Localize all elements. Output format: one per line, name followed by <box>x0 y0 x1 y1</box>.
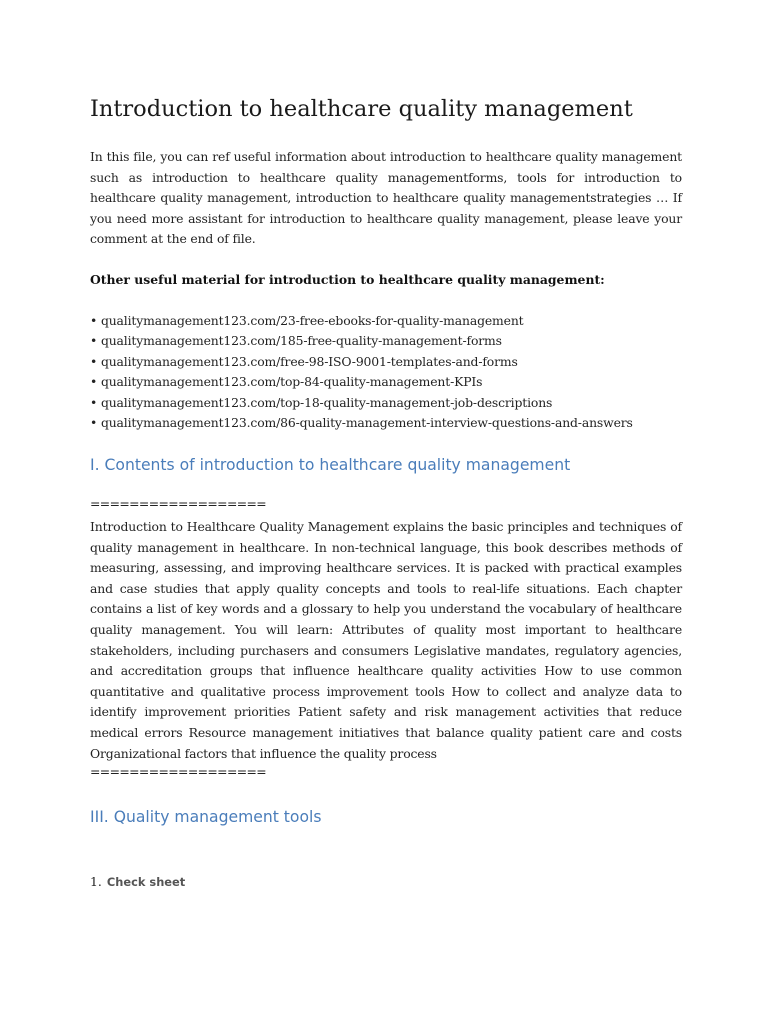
tool-item-label: Check sheet <box>106 875 186 889</box>
useful-link: • qualitymanagement123.com/free-98-ISO-9001-templates-and-forms <box>90 353 518 369</box>
tool-item-number: 1. <box>90 874 102 889</box>
useful-material-heading: Other useful material for introduction to healthcare quality management: <box>90 272 605 287</box>
contents-paragraph: Introduction to Healthcare Quality Management explains the basic principles and techniques of quality management in healthcare. In non-technical language, this book describes methods of measuring, assessing, and improving healthcare services. It is packed with practical examples and case studies that apply quality concepts and tools to real-life situations. Each chapter contains a list of key words and a glossary to help you understand the vocabulary of healthcare quality management. You will learn: Attributes of quality most important to healthcare stakeholders, including purchasers and consumers Legislative mandates, regulatory agencies, and accreditation groups that influence healthcare quality activities How to use common quantitative and qualitative process improvement tools How to collect and analyze data to identify improvement priorities Patient safety and risk management activities that reduce medical errors Resource management initiatives that balance quality patient care and costs Organizational factors that influence the quality process <box>90 519 682 761</box>
useful-link: • qualitymanagement123.com/23-free-ebooks-for-quality-management <box>90 313 524 328</box>
separator-line-top: ================== <box>90 496 267 511</box>
separator-line-bottom: ================== <box>90 764 267 779</box>
useful-links-list <box>90 311 633 433</box>
tool-list-item <box>90 872 185 891</box>
useful-link: • qualitymanagement123.com/top-84-quality-management-KPIs <box>90 374 483 390</box>
useful-link: • qualitymanagement123.com/top-18-quality-management-job-descriptions <box>90 394 553 410</box>
section-heading-tools: III. Quality management tools <box>90 808 322 826</box>
useful-link: • qualitymanagement123.com/185-free-quality-management-forms <box>90 333 502 349</box>
intro-paragraph: In this file, you can ref useful information about introduction to healthcare quality management such as introduction to healthcare quality managementforms, tools for introduction to healthcare quality management, introduction to healthcare quality managementstrategies … If you need more assistant for introduction to healthcare quality management, please leave your comment at the end of file. <box>90 149 682 247</box>
section-heading-contents: I. Contents of introduction to healthcare quality management <box>90 456 571 474</box>
useful-link: • qualitymanagement123.com/86-quality-management-interview-questions-and-answers <box>90 415 633 431</box>
document-title: Introduction to healthcare quality management <box>90 96 633 122</box>
